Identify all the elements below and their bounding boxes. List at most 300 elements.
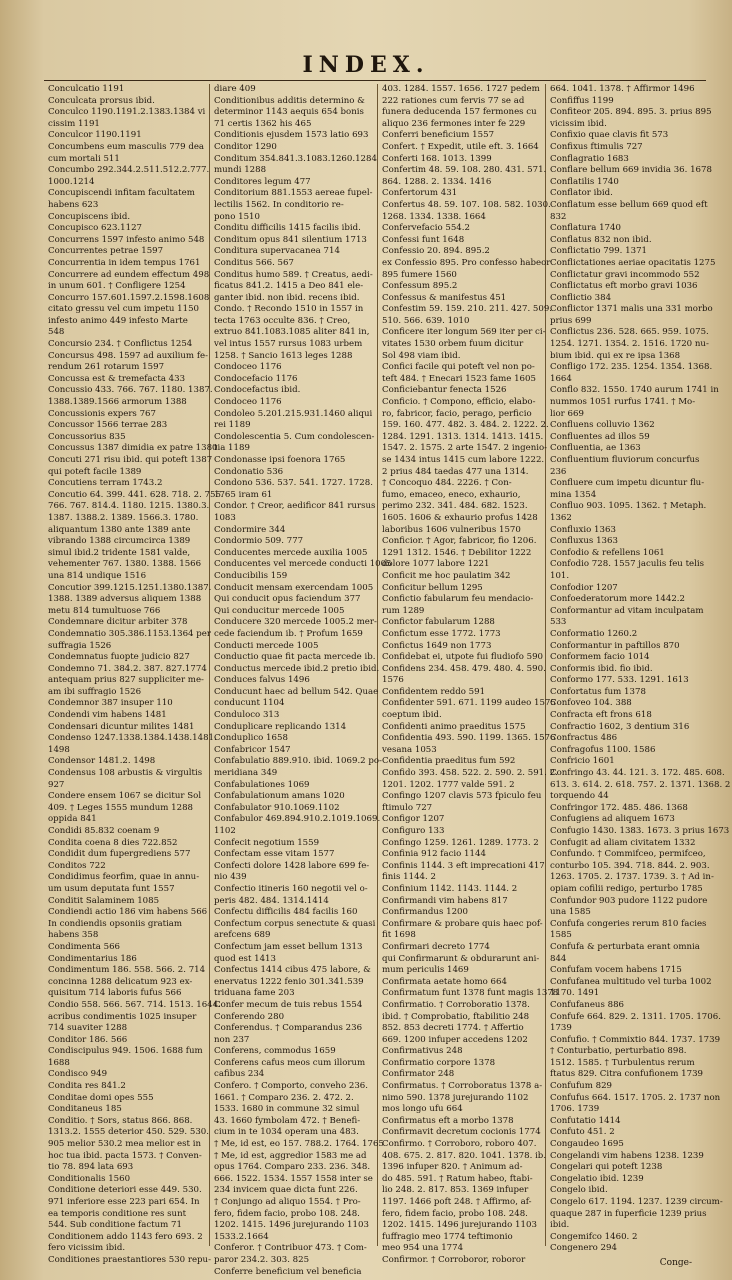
index-entry: quisitum 714 laboris fufus 566 [48, 988, 182, 999]
index-entry: Confabulator 910.1069.1102 [214, 802, 340, 813]
index-entry: 533 [550, 617, 567, 628]
index-entry: Confixus ftimulis 727 [550, 141, 643, 152]
index-entry: Condiendi actio 186 vim habens 566 [48, 907, 208, 918]
index-entry: † Concoquo 484. 2226. † Con- [382, 478, 512, 489]
index-entry: 1664 [550, 373, 572, 384]
index-entry: Confabulationum amans 1020 [214, 791, 345, 802]
index-entry: aliquantum 1380 ante 1389 ante [48, 524, 191, 535]
index-entry: ea temporis conditione res sunt [48, 1208, 187, 1219]
index-entry: Conflictatio 799. 1371 [550, 246, 647, 257]
index-entry: Condemnor 387 insuper 110 [48, 698, 173, 709]
index-entry: Congelandi vim habens 1238. 1239 [550, 1150, 704, 1161]
index-entry: Condimentum 186. 558. 566. 2. 714 [48, 965, 206, 976]
index-entry: Confessum 895.2 [382, 281, 458, 292]
index-entry: prius 699 [550, 315, 592, 326]
index-entry: 2 prius 484 taedas 477 una 1314. [382, 466, 529, 477]
index-entry: Confirmatus eft a morbo 1378 [382, 1115, 514, 1126]
index-entry: Condo. † Recondo 1510 in 1557 in [214, 304, 364, 315]
index-entry: 1170. 1491 [550, 988, 600, 999]
index-entry: Condiscipulus 949. 1506. 1688 fum [48, 1046, 203, 1057]
index-entry: 1254. 1271. 1354. 2. 1516. 1720 nu- [550, 339, 709, 350]
index-entry: Conditionem addo 1143 fero 693. 2 [48, 1231, 203, 1242]
index-entry: cum mortali 511 [48, 153, 120, 164]
index-entry: Condere ensem 1067 se dicitur Sol [48, 791, 202, 802]
index-entry: aliquo 236 fermones inter fe 229 [382, 118, 526, 129]
index-entry: Condensor 1481.2. 1498 [48, 756, 156, 767]
index-entry: Conflictatur gravi incommodo 552 [550, 269, 700, 280]
index-entry: † Conturbatio, perturbatio 898. [550, 1046, 687, 1057]
index-entry: Condor. † Creor, aedificor 841 rursus [214, 501, 376, 512]
index-entry: tecta 1763 occulte 836. † Creo, [214, 315, 351, 326]
index-entry: 1739 [550, 1023, 572, 1034]
index-entry: Concumbo 292.344.2.511.512.2.777. [48, 165, 210, 176]
index-entry: Conflatum esse bellum 669 quod eft [550, 199, 708, 210]
index-entry: Condocefactus ibid. [214, 385, 301, 396]
index-entry: nummos 1051 rurfus 1741. † Mo- [550, 397, 696, 408]
index-entry: Confodior 1207 [550, 582, 618, 593]
index-entry: ftatus 829. Citra confufionem 1739 [550, 1069, 704, 1080]
index-entry: perimo 232. 341. 484. 682. 1523. [382, 501, 528, 512]
index-entry: Conducibilis 159 [214, 570, 288, 581]
index-entry: Confricio 1601 [550, 756, 615, 767]
index-entry: Confictio fabularum feu mendacio- [382, 594, 534, 605]
index-entry: citato gressu vel cum impetu 1150 [48, 304, 200, 315]
index-entry: Conferri beneficium 1557 [382, 130, 495, 141]
index-entry: Confligo 172. 235. 1254. 1354. 1368. [550, 362, 713, 373]
index-entry: Sol 498 viam ibid. [382, 350, 461, 361]
index-entry: Confinium 1142. 1143. 1144. 2 [382, 883, 518, 894]
index-entry: Conflo 832. 1550. 1740 aurum 1741 in [550, 385, 719, 396]
index-entry: Confirmatum funt 1378 funt magis 1378 [382, 988, 559, 999]
index-entry: Conficere iter longum 569 iter per ci- [382, 327, 546, 338]
index-entry: 1284. 1291. 1313. 1314. 1413. 1415. [382, 431, 544, 442]
index-entry: 409. † Leges 1555 mundum 1288 [48, 802, 194, 813]
index-entry: Conformantur ad vitam inculpatam [550, 605, 704, 616]
index-entry: quod est 1413 [214, 953, 276, 964]
index-entry: Conculcatio 1191 [48, 84, 125, 94]
index-entry: Conditor 1290 [214, 141, 277, 152]
index-entry: Congemifco 1460. 2 [550, 1231, 638, 1242]
index-entry: 1605. 1606 & exhaurio profus 1428 [382, 512, 538, 523]
index-entry: Condocefacio 1176 [214, 373, 298, 384]
index-entry: Conducit mensam exercendam 1005 [214, 582, 374, 593]
index-entry: 664. 1041. 1378. † Affirmor 1496 [550, 84, 695, 94]
index-entry: opus 1764. Comparo 233. 236. 348. [214, 1162, 371, 1173]
index-entry: Conferor. † Contribuor 473. † Com- [214, 1243, 367, 1254]
index-entry: 1268. 1334. 1338. 1664 [382, 211, 486, 222]
index-entry: fumo, emaceo, eneco, exhaurio, [382, 489, 521, 500]
index-entry: Congenero 294 [550, 1243, 617, 1254]
index-entry: Conducentes mercede auxilia 1005 [214, 547, 368, 558]
index-entry: Confringo 43. 44. 121. 3. 172. 485. 608. [550, 768, 725, 779]
index-entry: Concurrentes petrae 1597 [48, 246, 164, 257]
index-entry: Conflictatus eft morbo gravi 1036 [550, 281, 698, 292]
index-entry: Conducti mercede 1005 [214, 640, 319, 651]
index-entry: hoc tua ibid. pacta 1573. † Conven- [48, 1150, 202, 1161]
index-entry: Confert. † Expedit, utile eft. 3. 1664 [382, 141, 539, 152]
index-entry: Concussorius 835 [48, 431, 126, 442]
index-entry: Confugiens ad aliquem 1673 [550, 814, 675, 825]
index-entry: coeptum ibid. [382, 710, 442, 721]
index-entry: 1765 iram 61 [214, 489, 273, 500]
index-entry: Condio 558. 566. 567. 714. 1513. 1644. [48, 999, 221, 1010]
index-entry: Conflatilis 1740 [550, 176, 619, 187]
index-entry: Condono 536. 537. 541. 1727. 1728. [214, 478, 373, 489]
index-entry: antequam prius 827 suppliciter me- [48, 675, 204, 686]
index-column-2 [214, 84, 392, 1277]
index-entry: Conditum 354.841.3.1083.1260.1284 [214, 153, 377, 164]
index-entry: Condimentarius 186 [48, 953, 137, 964]
index-entry: 1000.1214 [48, 176, 95, 187]
index-entry: rendum 261 rotarum 1597 [48, 362, 165, 373]
index-entry: 927 [48, 779, 65, 790]
index-entry: Confufus 664. 1517. 1705. 2. 1737 non [550, 1092, 721, 1103]
index-entry: Confabricor 1547 [214, 744, 291, 755]
index-entry: Qui conducit opus faciendum 377 [214, 594, 361, 605]
index-entry: Condonasse ipsi foenora 1765 [214, 455, 346, 465]
index-entry: Confictum esse 1772. 1773 [382, 628, 501, 639]
index-entry: habens 358 [48, 930, 99, 941]
index-entry: Concussus 1387 dimidia ex patre 1380 [48, 443, 218, 454]
index-entry: Configor 1207 [382, 814, 445, 825]
index-entry: vicissim ibid. [550, 118, 607, 129]
index-entry: Confecti dolore 1428 labore 699 fe- [214, 860, 370, 871]
index-entry: meridiana 349 [214, 768, 278, 779]
index-entry: Concurro 157.601.1597.2.1598.1608 [48, 292, 210, 303]
index-entry: nimo 590. 1378 jurejurando 1102 [382, 1092, 529, 1103]
index-entry: 1498 [48, 744, 70, 755]
index-entry: Confer mecum de tuis rebus 1554 [214, 999, 363, 1010]
index-entry: 1387. 1388.2. 1389. 1566.3. 1780. [48, 512, 199, 523]
index-entry: Conditu difficilis 1415 facilis ibid. [214, 223, 361, 234]
index-entry: fero, fidem facio, probo 108. 248. [214, 1208, 360, 1219]
index-entry: Confingo 1207 clavis 573 fpiculo feu [382, 791, 542, 802]
index-entry: 1688 [48, 1057, 70, 1068]
index-entry: 1585 [550, 930, 572, 941]
index-entry: Condendi vim habens 1481 [48, 710, 167, 721]
index-entry: Confectus 1414 cibus 475 labore, & [214, 965, 371, 976]
index-entry: Conditaneus 185 [48, 1104, 122, 1115]
index-entry: Confidebat ei, utpote fui fludiofo 590 [382, 652, 544, 663]
index-entry: Confufaneus 886 [550, 999, 625, 1010]
index-entry: Confluere cum impetu dicuntur flu- [550, 478, 705, 489]
index-entry: Conditio. † Sors, status 866. 868. [48, 1115, 193, 1126]
index-entry: 1533.2.1664 [214, 1231, 269, 1242]
index-entry: Conditor 186. 566 [48, 1034, 128, 1045]
index-entry: Conductus mercede ibid.2 pretio ibid. [214, 663, 380, 674]
index-entry: Concupiscens ibid. [48, 211, 131, 222]
index-entry: Condoleo 5.201.215.931.1460 aliqui [214, 408, 373, 419]
index-entry: Conflictor 1371 malis una 331 morbo [550, 304, 713, 315]
index-entry: 1362 [550, 512, 572, 523]
index-entry: Concursus 498. 1597 ad auxilium fe- [48, 350, 208, 361]
index-entry: Concussor 1566 terrae 283 [48, 420, 168, 431]
index-entry: Confufa & perturbata erant omnia [550, 941, 700, 952]
index-entry: Conflagratio 1683 [550, 153, 629, 164]
index-entry: Condoceo 1176 [214, 362, 282, 373]
index-entry: diare 409 [214, 84, 256, 94]
index-entry: conducunt 1104 [214, 698, 285, 709]
index-entry: Conditorium 881.1553 aereae fupel- [214, 188, 373, 199]
index-entry: Condemnare dicitur arbiter 378 [48, 617, 188, 628]
index-entry: Confufa congeries rerum 810 facies [550, 918, 707, 929]
index-entry: Conflictio 384 [550, 292, 612, 303]
index-entry: 1291 1312. 1546. † Debilitor 1222 [382, 547, 532, 558]
index-entry: 1396 infuper 820. † Animum ad- [382, 1162, 523, 1173]
index-entry: qui Confirmarunt & obdurarunt ani- [382, 953, 540, 964]
index-entry: Conditionalis 1560 [48, 1173, 131, 1184]
index-entry: Confiffus 1199 [550, 95, 614, 106]
index-entry: Concurrens 1597 infesto animo 548 [48, 234, 205, 245]
index-entry: Condidimus feorfim, quae in annu- [48, 872, 200, 883]
index-entry: Condonatio 536 [214, 466, 284, 477]
index-entry: Conculcor 1190.1191 [48, 130, 142, 141]
index-entry: Condensari dicuntur milites 1481 [48, 721, 195, 732]
index-entry: Congelo ibid. [550, 1185, 608, 1196]
index-entry: Concutiens terram 1743.2 [48, 478, 163, 489]
index-entry: triduana fame 203 [214, 988, 295, 999]
index-entry: mum periculis 1469 [382, 965, 469, 976]
index-entry: Concuti 271 risu ibid. qui poteft 1387 [48, 455, 213, 465]
index-entry: mina 1354 [550, 489, 597, 500]
index-entry: rei 1189 [214, 420, 251, 431]
index-entry: Conditum opus 841 silentium 1713 [214, 234, 367, 245]
index-entry: Confufum 829 [550, 1081, 612, 1092]
index-entry: Confiteor 205. 894. 895. 3. prius 895 [550, 107, 712, 118]
index-entry: 71 certis 1362 his 465 [214, 118, 312, 129]
index-entry: 1576 [382, 675, 404, 686]
index-entry: Condemno 71. 384.2. 387. 827.1774 [48, 663, 207, 674]
index-entry: ex Confessio 895. Pro confesso habeor [382, 257, 551, 268]
index-entry: Conformatio 1260.2 [550, 628, 638, 639]
index-entry: † Me, id est, eo 157. 788.2. 1764. 1765 [214, 1139, 384, 1150]
index-entry: 408. 675. 2. 817. 820. 1041. 1378. ib. [382, 1150, 547, 1161]
index-entry: Conditura supervacanea 714 [214, 246, 340, 257]
index-entry: Qui conducitur mercede 1005 [214, 605, 345, 616]
index-entry: Confirmare & probare quis haec pof- [382, 918, 543, 929]
index-entry: Concurrere ad eundem effectum 498 [48, 269, 210, 280]
index-entry: Conditores legum 477 [214, 176, 311, 187]
index-entry: Confirmatio corpore 1378 [382, 1057, 496, 1068]
index-entry: Conducunt haec ad bellum 542. Quae [214, 686, 379, 697]
index-entry: Confictor fabularum 1288 [382, 617, 495, 628]
index-entry: Confufio. † Commixtio 844. 1737. 1739 [550, 1034, 721, 1045]
index-entry: peris 482. 484. 1314.1414 [214, 895, 329, 906]
index-entry: Configuro 133 [382, 826, 445, 836]
index-entry: Conduloco 313 [214, 710, 280, 721]
index-entry: Confabulatio 889.910. ibid. 1069.2 po- [214, 756, 382, 767]
index-entry: laboribus 1606 vulneribus 1570 [382, 524, 521, 535]
index-entry: vesana 1053 [382, 744, 437, 755]
index-entry: meo 954 una 1774 [382, 1243, 464, 1254]
index-entry: Confirmandus 1200 [382, 907, 468, 918]
index-column-4 [550, 84, 731, 1254]
index-entry: fit 1698 [382, 930, 416, 941]
index-entry: Conditae domi opes 555 [48, 1092, 154, 1103]
index-entry: Conflator ibid. [550, 188, 613, 199]
index-entry: Congelatio ibid. 1239 [550, 1173, 644, 1184]
index-entry: Confoveo 104. 388 [550, 698, 632, 709]
index-entry: bium ibid. qui ex re ipsa 1368 [550, 350, 681, 361]
index-entry: in unum 601. † Confligere 1254 [48, 281, 186, 292]
index-entry: 510. 566. 639. 1010 [382, 315, 470, 326]
index-entry: Condimenta 566 [48, 941, 121, 952]
index-entry: 159. 160. 477. 482. 3. 484. 2. 1222. 2. [382, 420, 549, 431]
index-entry: Conduplico 1658 [214, 733, 288, 744]
index-entry: Confectam esse vitam 1577 [214, 849, 335, 860]
index-entry: Confodio & refellens 1061 [550, 547, 665, 558]
index-entry: Concussa est & tremefacta 433 [48, 373, 186, 384]
index-entry: Conflictationes aeriae opacitatis 1275 [550, 257, 716, 268]
index-entry: enervatus 1222 fenio 301.341.539 [214, 976, 364, 987]
index-entry: 666. 1522. 1534. 1557 1558 inter se [214, 1173, 373, 1184]
index-entry: una 1585 [550, 907, 591, 918]
index-entry: Confoederatorum more 1442.2 [550, 594, 686, 605]
index-entry: 613. 3. 614. 2. 618. 757. 2. 1371. 1368. 2 [550, 779, 731, 790]
index-entry: Conficit me hoc paulatim 342 [382, 570, 511, 581]
index-entry: una 814 undique 1516 [48, 570, 147, 581]
index-entry: 101. [550, 570, 570, 581]
index-entry: metu 814 tumultuose 766 [48, 605, 161, 616]
index-entry: Conformis ibid. fio ibid. [550, 663, 653, 674]
index-entry: Conformo 177. 533. 1291. 1613 [550, 675, 689, 686]
index-entry: Confluentium fluviorum concurfus [550, 455, 700, 465]
index-entry: Confessus & manifestus 451 [382, 292, 507, 303]
index-entry: mos longo ufu 664 [382, 1104, 463, 1115]
index-entry: 234 invicem quae dicta funt 226. [214, 1185, 358, 1196]
index-entry: Conferendus. † Comparandus 236 [214, 1023, 363, 1034]
index-entry: Confortatus fum 1378 [550, 686, 646, 697]
index-entry: Conferens cafus meos cum illorum [214, 1057, 366, 1068]
index-entry: habens 623 [48, 199, 99, 210]
index-entry: Congelo 617. 1194. 1237. 1239 circum- [550, 1197, 723, 1207]
index-entry: um usum deputata funt 1557 [48, 883, 175, 894]
index-entry: vehementer 767. 1380. 1388. 1566 [48, 559, 202, 570]
index-entry: Conducere 320 mercede 1005.2 mer- [214, 617, 377, 628]
index-entry: Conferens, commodus 1659 [214, 1046, 336, 1057]
index-entry: † Conjungo ad aliquo 1554. † Pro- [214, 1197, 361, 1207]
index-entry: Confero. † Comporto, conveho 236. [214, 1081, 368, 1092]
index-entry: 1102 [214, 826, 236, 836]
index-entry: Condormire 344 [214, 524, 286, 535]
index-entry: Confertim 48. 59. 108. 280. 431. 571. [382, 165, 547, 176]
index-entry: Concupisco 623.1127 [48, 223, 143, 234]
index-entry: Congelari qui poteft 1238 [550, 1162, 663, 1173]
index-entry: lio 248. 2. 817. 853. 1369 infuper [382, 1185, 529, 1196]
index-entry: Confirmavit decretum cocionis 1774 [382, 1127, 541, 1138]
index-entry: 1202. 1415. 1496 jurejurando 1103 [214, 1220, 369, 1231]
index-entry: Concussio 433. 766. 767. 1180. 1387. [48, 385, 213, 396]
index-entry: Conduplicare replicando 1314 [214, 721, 347, 732]
index-entry: am ibi suffragio 1526 [48, 686, 142, 697]
index-entry: determinor 1143 aequis 654 bonis [214, 107, 364, 118]
index-entry: Confectum jam esset bellum 1313 [214, 941, 363, 952]
index-entry: suffragia 1526 [48, 640, 112, 651]
index-entry: 864. 1288. 2. 1334. 1416 [382, 176, 492, 187]
index-entry: Confracta eft frons 618 [550, 710, 652, 721]
index-entry: Confirmari decreto 1774 [382, 941, 490, 952]
index-entry: Confufe 664. 829. 2. 1311. 1705. 1706. [550, 1011, 721, 1022]
index-entry: 544. Sub conditione factum 71 [48, 1220, 182, 1231]
index-entry: Conditionis ejusdem 1573 latio 693 [214, 130, 369, 141]
index-entry: nio 439 [214, 872, 247, 883]
index-entry: Concutio 64. 399. 441. 628. 718. 2. 755. [48, 489, 224, 500]
index-entry: Confectu difficilis 484 facilis 160 [214, 907, 358, 918]
index-entry: Confractus 486 [550, 733, 618, 744]
index-entry: Confundo. † Commifceo, permifceo, [550, 849, 706, 860]
index-entry: 669. 1200 infuper accedens 1202 [382, 1034, 528, 1045]
index-entry: Concurrentia in idem tempus 1761 [48, 257, 201, 268]
column-divider [209, 84, 210, 1246]
index-entry: 403. 1284. 1557. 1656. 1727 pedem [382, 84, 540, 94]
index-entry: extruo 841.1083.1085 aliter 841 in, [214, 327, 370, 338]
index-entry: Confluo 903. 1095. 1362. † Metaph. [550, 501, 707, 512]
index-entry: Conformem facio 1014 [550, 652, 650, 663]
index-entry: Confectio itineris 160 negotii vel o- [214, 883, 368, 894]
index-entry: oppida 841 [48, 814, 97, 825]
index-entry: dolore 1077 labore 1221 [382, 559, 490, 570]
index-entry: cissim 1191 [48, 118, 100, 129]
index-entry: Confluentia, ae 1363 [550, 443, 641, 454]
index-entry: Confringor 172. 485. 486. 1368 [550, 802, 688, 813]
index-entry: cafibus 234 [214, 1069, 265, 1080]
index-entry: Confessio 20. 894. 895.2 [382, 246, 490, 257]
index-entry: Confufanea multitudo vel turba 1002 [550, 976, 712, 987]
index-entry: 1258. † Sancio 1613 leges 1288 [214, 350, 353, 361]
index-entry: Conditus 566. 567 [214, 257, 294, 268]
index-entry: Conficitur bellum 1295 [382, 582, 483, 593]
index-entry: finis 1144. 2 [382, 872, 436, 883]
index-entry: opiam cofilii redigo, perturbo 1785 [550, 883, 703, 894]
index-entry: Conditione deteriori esse 449. 530. [48, 1185, 202, 1196]
index-entry: Confinis 1144. 3 eft imprecationi 417 [382, 860, 545, 871]
index-entry: Confragofus 1100. 1586 [550, 744, 656, 755]
index-entry: † Me, id est, aggredior 1583 me ad [214, 1150, 367, 1161]
index-entry: Conducentes vel mercede conducti 1005 [214, 559, 392, 570]
index-entry: Concupiscendi infitam facultatem [48, 188, 195, 199]
index-entry: Confidentem reddo 591 [382, 686, 486, 697]
index-entry: infesto animo 449 infesto Marte [48, 315, 188, 326]
index-entry: concinna 1288 delicatum 923 ex- [48, 976, 193, 987]
index-entry: do 485. 591. † Ratum habeo, ftabi- [382, 1173, 533, 1184]
index-entry: Condolescentia 5. Cum condolescen- [214, 431, 375, 442]
index-entry: Congaudeo 1695 [550, 1139, 624, 1150]
index-entry: 1533. 1680 in commune 32 simul [214, 1104, 360, 1115]
index-entry: Conflatura 1740 [550, 223, 621, 234]
index-entry: Confessi funt 1648 [382, 234, 465, 245]
index-column-1 [48, 84, 224, 1265]
index-entry: Condoceo 1176 [214, 397, 282, 408]
index-entry: quaque 287 in fuperficie 1239 prius [550, 1208, 707, 1219]
index-entry: Confluxus 1363 [550, 536, 618, 547]
index-entry: Confertorum 431 [382, 188, 458, 199]
index-entry: Condemnatio 305.386.1153.1364 per [48, 628, 211, 639]
index-entry: fero, fidem facio, probo 108. 248. [382, 1208, 528, 1219]
index-entry: Conductio quae fit pacta mercede ib. [214, 652, 376, 663]
index-entry: Confundor 903 pudore 1122 pudore [550, 895, 708, 906]
index-entry: 1388.1389.1566 armorum 1388 [48, 397, 187, 408]
index-entry: ibid. [550, 1220, 570, 1231]
index-entry: Confidenti animo praeditus 1575 [382, 721, 526, 732]
index-entry: 1202. 1415. 1496 jurejurando 1103 [382, 1220, 537, 1231]
index-entry: Confluxio 1363 [550, 524, 616, 535]
index-entry: In condiendis opsoniis gratiam [48, 918, 183, 929]
index-entry: Confirmata aetate homo 664 [382, 976, 507, 987]
index-entry: Confixio quae clavis fit 573 [550, 130, 669, 141]
index-entry: Confervefacio 554.2 [382, 223, 470, 234]
index-entry: Confufam vocem habens 1715 [550, 965, 682, 976]
index-entry: Confirmo. † Corroboro, roboro 407. [382, 1139, 537, 1150]
